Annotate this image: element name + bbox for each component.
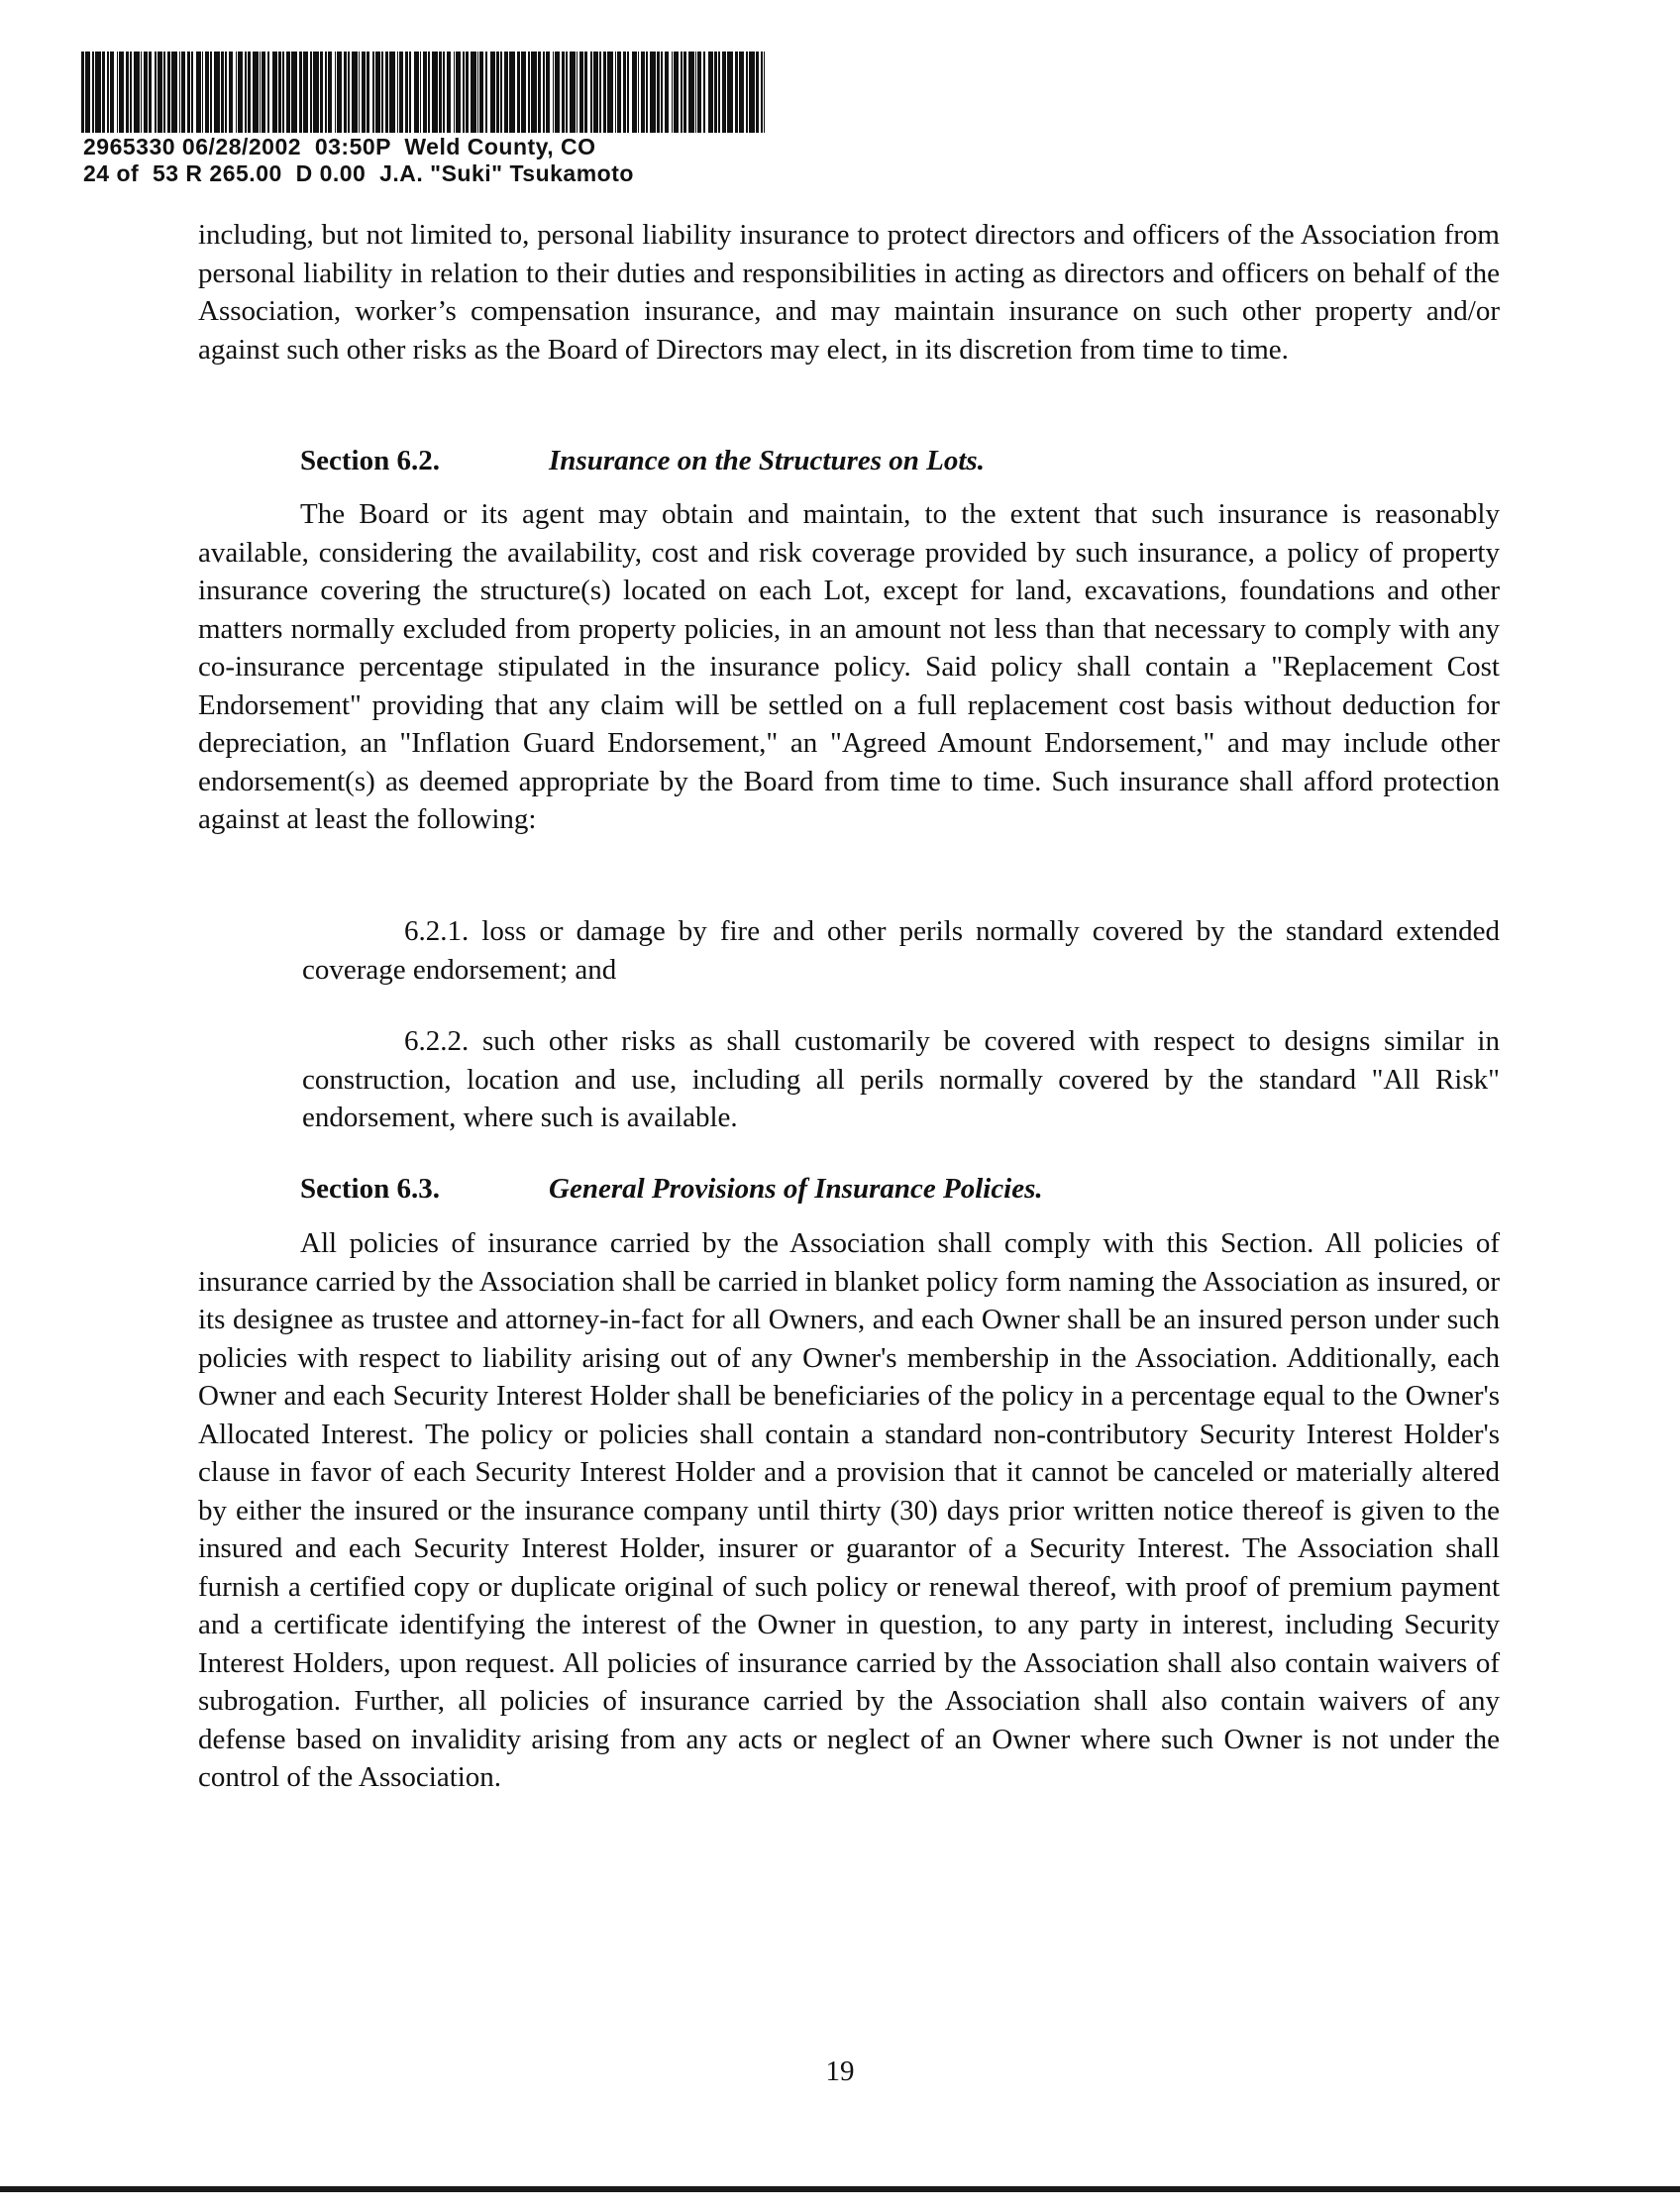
recording-barcode	[81, 52, 765, 133]
recording-info-line-1: 2965330 06/28/2002 03:50P Weld County, CO	[83, 134, 596, 159]
section-6-2-paragraph: The Board or its agent may obtain and maintain, to the extent that such insurance is reasonably available, considering the availability, cost and risk coverage provided by such insurance, a policy of property insurance covering the structure(s) located on each Lot, except for land, excavations, foundations and other matters normally excluded from property policies, in an amount not less than that necessary to comply with any co-insurance percentage stipulated in the insurance policy. Said policy shall contain a "Replacement Cost Endorsement" providing that any claim will be settled on a full replacement cost basis without deduction for depreciation, an "Inflation Guard Endorsement," an "Agreed Amount Endorsement," and may include other endorsement(s) as deemed appropriate by the Board from time to time. Such insurance shall afford protection against at least the following:	[198, 498, 1500, 835]
section-6-3-paragraph: All policies of insurance carried by the Association shall comply with this Section. All policies of insurance carried by the Association shall be carried in blanket policy form naming the Association as insured, or its designee as trustee and attorney-in-fact for all Owners, and each Owner shall be an insured person under such policies with respect to liability arising out of any Owner's membership in the Association. Additionally, each Owner and each Security Interest Holder shall be beneficiaries of the policy in a percentage equal to the Owner's Allocated Interest. The policy or policies shall contain a standard non-contributory Security Interest Holder's clause in favor of each Security Interest Holder and a provision that it cannot be canceled or materially altered by either the insured or the insurance company until thirty (30) days prior written notice thereof is given to the insured and each Security Interest Holder, insurer or guarantor of a Security Interest. The Association shall furnish a certified copy or duplicate original of such policy or renewal thereof, with proof of premium payment and a certificate identifying the interest of the Owner in question, to any party in interest, including Security Interest Holders, upon request. All policies of insurance carried by the Association shall also contain waivers of subrogation. Further, all policies of insurance carried by the Association shall also contain waivers of any defense based on invalidity arising from any acts or neglect of an Owner where such Owner is not under the control of the Association.	[198, 1227, 1500, 1793]
section-6-2-1-item: 6.2.1. loss or damage by fire and other perils normally covered by the standard extended coverage endorsement; and	[302, 915, 1500, 986]
intro-paragraph: including, but not limited to, personal liability insurance to protect directors and officers of the Association from personal liability in relation to their duties and responsibilities in acting as directors and officers on behalf of the Association, worker’s compensation insurance, and may maintain insurance on such other property and/or against such other risks as the Board of Directors may elect, in its discretion from time to time.	[198, 219, 1500, 366]
section-6-2-title: Insurance on the Structures on Lots.	[549, 445, 985, 476]
section-6-2-2-item: 6.2.2. such other risks as shall customarily be covered with respect to designs similar in construction, location and use, including all perils normally covered by the standard "All Risk" endorsement, where such is available.	[302, 1025, 1500, 1133]
section-6-2-heading	[300, 442, 985, 479]
page-number: 19	[825, 2055, 855, 2087]
recording-info-line-2: 24 of 53 R 265.00 D 0.00 J.A. "Suki" Tsukamoto	[83, 160, 634, 186]
footer-rule	[0, 2186, 1680, 2192]
section-6-3-number: Section 6.3.	[300, 1173, 440, 1205]
section-6-2-number: Section 6.2.	[300, 445, 440, 476]
section-6-3-heading	[300, 1170, 1043, 1208]
section-6-3-title: General Provisions of Insurance Policies.	[549, 1173, 1043, 1205]
